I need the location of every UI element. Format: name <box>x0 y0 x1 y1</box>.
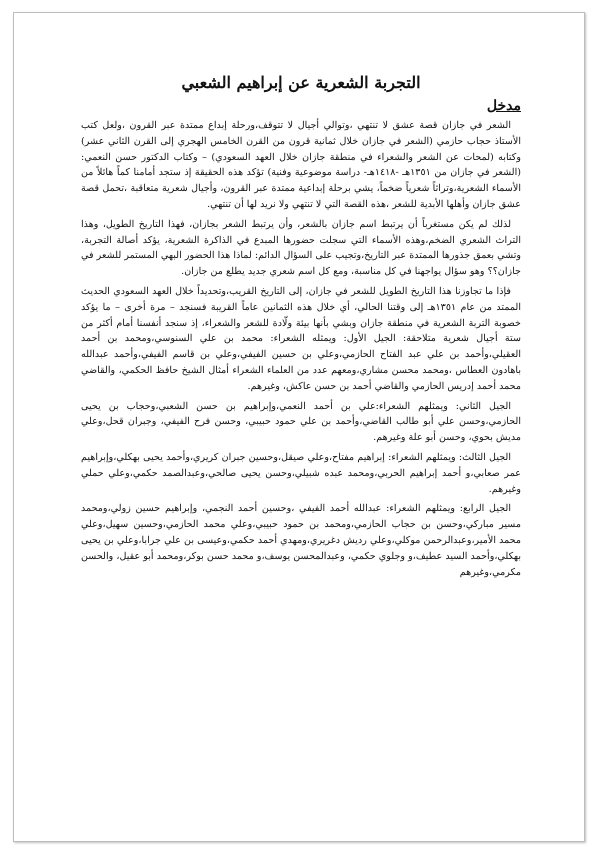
paragraph-fourth-generation: الجيل الرابع: ويمثلهم الشعراء: عبدالله أحمد الفيفي ،وحسين أحمد النجمي، وإبراهيم حسين زولي،ومحمد مسير مباركي،وحسن بن حجاب الحازمي،ومحمد بن حمود حبيبي،وعلي محمد الحازمي،وحسين سهيل،وعلي محمد الأمير،وعبدالرحمن موكلي،وعلي رديش دغريري،ومهدي أحمد حكمي،وعيسى بن علي جرابا،وعلي بن يحيى بهكلي،وأحمد السيد عطيف،و وجلوي حكمي، وعبدالمحسن يوسف،و محمد حسن بوكر،ومحمد أبو عقيل، والحسن مكرمي،وغيرهم <box>81 503 521 578</box>
document-title: التجربة الشعرية عن إبراهيم الشعبي <box>181 73 421 92</box>
paragraph-second-generation: الجيل الثاني: ويمثلهم الشعراء:علي بن أحمد النعمي،وإبراهيم بن حسن الشعبي،وحجاب بن يحيى الحازمي،وحسن علي أبو طالب القاضي،وأحمد بن علي حمود حبيبي، وحسن فرح الفيفي، وجبران قحل،وعلي مديش بحوي، وحسن أبو علة وغيرهم. <box>81 400 521 444</box>
document-content <box>81 73 521 584</box>
paragraph-intro: الشعر في جازان قصة عشق لا تنتهي ،وتوالي أجيال لا تتوقف،ورحلة إبداع ممتدة عبر القرون ،ولعل كتب الأستاذ حجاب حازمي (الشعر في جازان خلال ثمانية قرون من القرن الخامس الهجري إلى القرن الثاني عشر) وكتابه (لمحات عن الشعر والشعراء في منطقة جازان خلال العهد السعودي) – وكتاب الدكتور حسن النعمي: (الشعر في جازان من ١٣٥١هـ -١٤١٨هـ- دراسة موضوعية وفنية) تؤكد هذه الحقيقة إذ ستجد أمامنا كماً هائلاً من الأسماء الشعرية،وتراثاً شعرياً ضخماً، يشي برحلة إبداعية ممتدة عبر القرون، وأجيال شعرية متعاقبة ،تحمل قصة عشق جازان وأهلها الأبدية للشعر ،هذه القصة التي لا تنتهي ولا نريد لها أن تنتهي. <box>81 120 521 210</box>
paragraph-first-generation: فإذا ما تجاوزنا هذا التاريخ الطويل للشعر في جازان، إلى التاريخ القريب،وتحديداً خلال العهد السعودي الحديث الممتد من عام ١٣٥١هـ إلى وقتنا الحالي، أي خلال هذه الثمانين عاماً القريبة فسنجد – مرة أخرى – ما يؤكد خصوبة التربة الشعرية في منطقة جازان وبشي بأنها بيئة ولّادة للشعر والشعراء، إذ سنجد أنفسنا أمام أكثر من ستة أجيال شعرية متلاحقة: الجيل الأول: ويمثله الشعراء: محمد بن علي السنوسي،ومحمد بن أحمد العقيلي،وأحمد بن علي عبد الفتاح الحازمي،وعلي بن حسين الفيفي،وعلي بن قاسم الفيفي،وأحمد عبدالله باهادون العطاس ،ومحمد محسن مشاري،ومعهم عدد من العلماء الشعراء أمثال الشيخ حافظ الحكمي، والقاضي محمد أحمد إدريس الحازمي والقاضي أحمد بن حسن عاكش، وغيرهم. <box>81 285 521 392</box>
section-heading: مدخل <box>486 98 521 114</box>
document-page <box>13 12 585 842</box>
paragraph-jazan-poetry: لذلك لم يكن مستغرباً أن يرتبط اسم جازان بالشعر، وأن يرتبط الشعر بجازان، فهذا التاريخ الطويل، وهذا التراث الشعري الضخم،وهذه الأسماء التي سجلت حضورها المبدع في الذاكرة الشعرية، يؤكد أصالة التجربة، وتشي بعمق جذورها الممتدة عبر التاريخ،وتجيب على السؤال الدائم: لماذا هذا الحضور البهي المستمر للشعر في جازان؟؟ وهو سؤال يواجهنا في كل مناسبة، ومع كل اسم شعري جديد يطلع من جازان. <box>81 218 521 278</box>
paragraph-third-generation: الجيل الثالث: ويمثلهم الشعراء: إبراهيم مفتاح،وعلي صيقل،وحسين جبران كريري،وأحمد يحيى بهكلي،وإبراهيم عمر صعابي،و أحمد إبراهيم الحربي،ومحمد عبده شبيلي،وحسن يحيى صالحي،وعبدالصمد حكمي،وعلي حملي وغيرهم. <box>81 451 521 495</box>
